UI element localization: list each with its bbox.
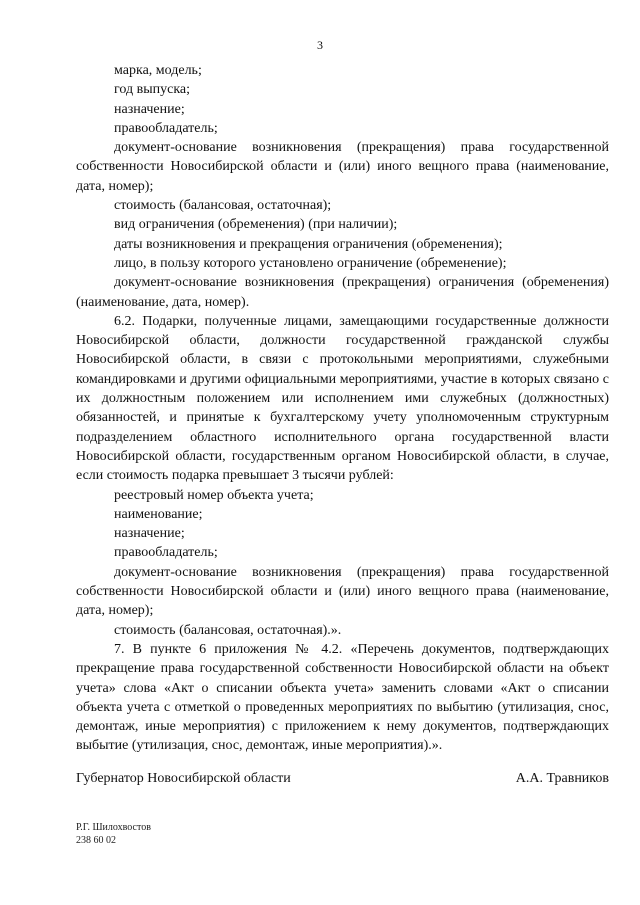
executor-phone: 238 60 02 xyxy=(76,835,116,846)
executor-info xyxy=(76,821,151,847)
paragraph: документ-основание возникновения (прекращения) права государственной собственности Новосибирской области и (или) иного вещного права (наименование, дата, номер); xyxy=(76,564,609,619)
paragraph: даты возникновения и прекращения ограничения (обременения); xyxy=(114,236,503,252)
paragraph: документ-основание возникновения (прекращения) ограничения (обременения) (наименование, дата, номер). xyxy=(76,275,609,310)
paragraph: назначение; xyxy=(114,526,185,542)
paragraph: правообладатель; xyxy=(114,545,218,561)
paragraph: назначение; xyxy=(114,101,185,117)
paragraph: марка, модель; xyxy=(114,63,202,78)
signatory-position: Губернатор Новосибирской области xyxy=(76,771,291,786)
executor-name: Р.Г. Шилохвостов xyxy=(76,822,151,833)
paragraph: стоимость (балансовая, остаточная); xyxy=(114,198,332,214)
document-body xyxy=(76,61,609,756)
paragraph: 6.2. Подарки, полученные лицами, замещающими государственные должности Новосибирской области, должности государственной гражданской службы Новосибирской области, в связи с протокольными мероприятиями, служебными командировками и другими официальными мероприятиями, участие в которых связано с их должностным положением или исполнением ими служебных (должностных) обязанностей, и принятые к бухгалтерскому учету уполномоченным структурным подразделением областного исполнительного органа государственной власти Новосибирской области, государственным органом Новосибирской области, в случае, если стоимость подарка превышает 3 тысячи рублей: xyxy=(76,313,609,484)
paragraph: вид ограничения (обременения) (при наличии); xyxy=(114,217,398,233)
paragraph: правообладатель; xyxy=(114,120,218,136)
paragraph: стоимость (балансовая, остаточная).». xyxy=(114,622,342,638)
paragraph: лицо, в пользу которого установлено ограничение (обременение); xyxy=(114,255,507,271)
paragraph: 7. В пункте 6 приложения № 4.2. «Перечень документов, подтверждающих прекращение права государственной собственности Новосибирской области на объект учета» слова «Акт о списании объекта учета» заменить словами «Акт о списании объекта учета с отметкой о проведенных мероприятиях по выбытию (утилизация, снос, демонтаж, иные мероприятия) с приложением к нему документов, подтверждающих выбытие (утилизация, снос, демонтаж, иные мероприятия).». xyxy=(76,641,609,754)
paragraph: документ-основание возникновения (прекращения) права государственной собственности Новосибирской области и (или) иного вещного права (наименование, дата, номер); xyxy=(76,140,609,194)
page-number: 3 xyxy=(317,38,323,52)
paragraph: реестровый номер объекта учета; xyxy=(114,487,314,503)
signatory-name: А.А. Травников xyxy=(515,771,609,786)
signature-block xyxy=(76,771,609,787)
paragraph: год выпуска; xyxy=(114,82,191,98)
paragraph: наименование; xyxy=(114,506,203,522)
